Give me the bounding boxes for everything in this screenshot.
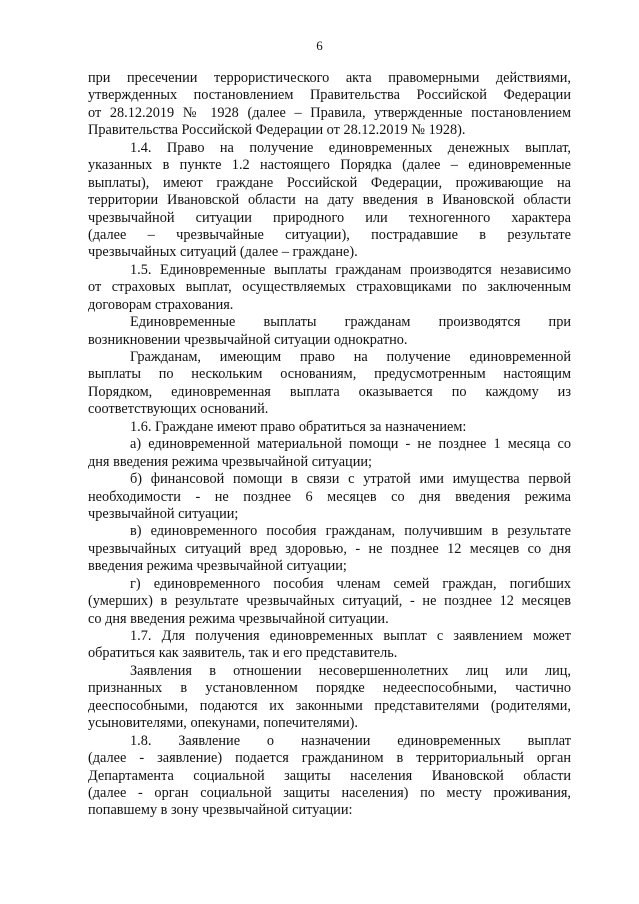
text-line: Департамента социальной защиты населения Ивановской области [88, 767, 571, 784]
text-line: необходимости - не позднее 6 месяцев со дня введения режима [88, 488, 571, 505]
text-line: чрезвычайных ситуаций (далее – граждане). [88, 244, 358, 261]
text-line: от 28.12.2019 № 1928 (далее – Правила, утвержденные постановлением [88, 104, 571, 121]
text-line: дееспособными, подаются их законными представителями (родителями, [88, 697, 571, 714]
text-line: (далее - орган социальной защиты населения) по месту проживания, [88, 784, 571, 801]
text-line: Единовременные выплаты гражданам производятся при [130, 314, 571, 331]
text-line: выплаты), имеют граждане Российской Федерации, проживающие на [88, 174, 571, 191]
text-line: (умерших) в результате чрезвычайных ситуаций, - не позднее 12 месяцев [88, 593, 571, 610]
text-line: со дня введения режима чрезвычайной ситуации. [88, 610, 389, 627]
text-line: обратиться как заявитель, так и его представитель. [88, 645, 398, 662]
text-line: утвержденных постановлением Правительства Российской Федерации [88, 87, 571, 104]
text-line: признанных в установленном порядке недееспособными, частично [88, 680, 571, 697]
text-line: Гражданам, имеющим право на получение единовременной [130, 349, 571, 365]
text-line: чрезвычайных ситуаций вред здоровью, - не позднее 12 месяцев со дня [88, 540, 571, 557]
text-line: договорам страхования. [88, 296, 234, 313]
text-line: б) финансовой помощи в связи с утратой ими имущества первой [130, 471, 571, 488]
text-line: соответствующих оснований. [88, 401, 269, 418]
text-line: от страховых выплат, осуществляемых страховщиками по заключенным [88, 279, 571, 296]
text-line: Порядком, единовременная выплата оказывается по каждому из [88, 383, 571, 400]
text-line: указанных в пункте 1.2 настоящего Порядка (далее – единовременные [88, 157, 571, 174]
text-line: Заявления в отношении несовершеннолетних лиц или лиц, [130, 662, 571, 679]
text-line: а) единовременной материальной помощи - не позднее 1 месяца со [130, 436, 571, 453]
text-line: выплаты по нескольким основаниям, предусмотренным настоящим [88, 366, 571, 383]
text-line: 1.5. Единовременные выплаты гражданам производятся независимо [130, 261, 571, 278]
text-line: (далее - заявление) подается гражданином в территориальный орган [88, 750, 571, 767]
text-line: 1.7. Для получения единовременных выплат с заявлением может [130, 628, 571, 644]
text-line: возникновении чрезвычайной ситуации однократно. [88, 331, 408, 348]
text-line: Правительства Российской Федерации от 28.12.2019 № 1928). [88, 122, 466, 139]
document-body [88, 70, 571, 820]
text-line: г) единовременного пособия членам семей граждан, погибших [130, 575, 571, 592]
text-line: в) единовременного пособия гражданам, получившим в результате [130, 523, 571, 540]
text-line: введения режима чрезвычайной ситуации; [88, 558, 347, 575]
text-line: дня введения режима чрезвычайной ситуации; [88, 453, 372, 470]
text-line: усыновителями, опекунами, попечителями). [88, 715, 358, 732]
text-line: чрезвычайной ситуации; [88, 505, 239, 522]
text-line: 1.4. Право на получение единовременных денежных выплат, [130, 139, 571, 156]
text-line: 1.6. Граждане имеют право обратиться за назначением: [130, 418, 467, 435]
text-line: попавшему в зону чрезвычайной ситуации: [88, 802, 353, 819]
text-line: чрезвычайной ситуации природного или техногенного характера [88, 209, 571, 226]
text-line: при пресечении террористического акта правомерными действиями, [88, 70, 571, 86]
text-line: территории Ивановской области на дату введения в Ивановской области [88, 192, 571, 209]
page-number: 6 [316, 38, 323, 53]
text-line: 1.8. Заявление о назначении единовременных выплат [130, 732, 571, 749]
text-line: (далее – чрезвычайные ситуации), пострадавшие в результате [88, 226, 571, 243]
